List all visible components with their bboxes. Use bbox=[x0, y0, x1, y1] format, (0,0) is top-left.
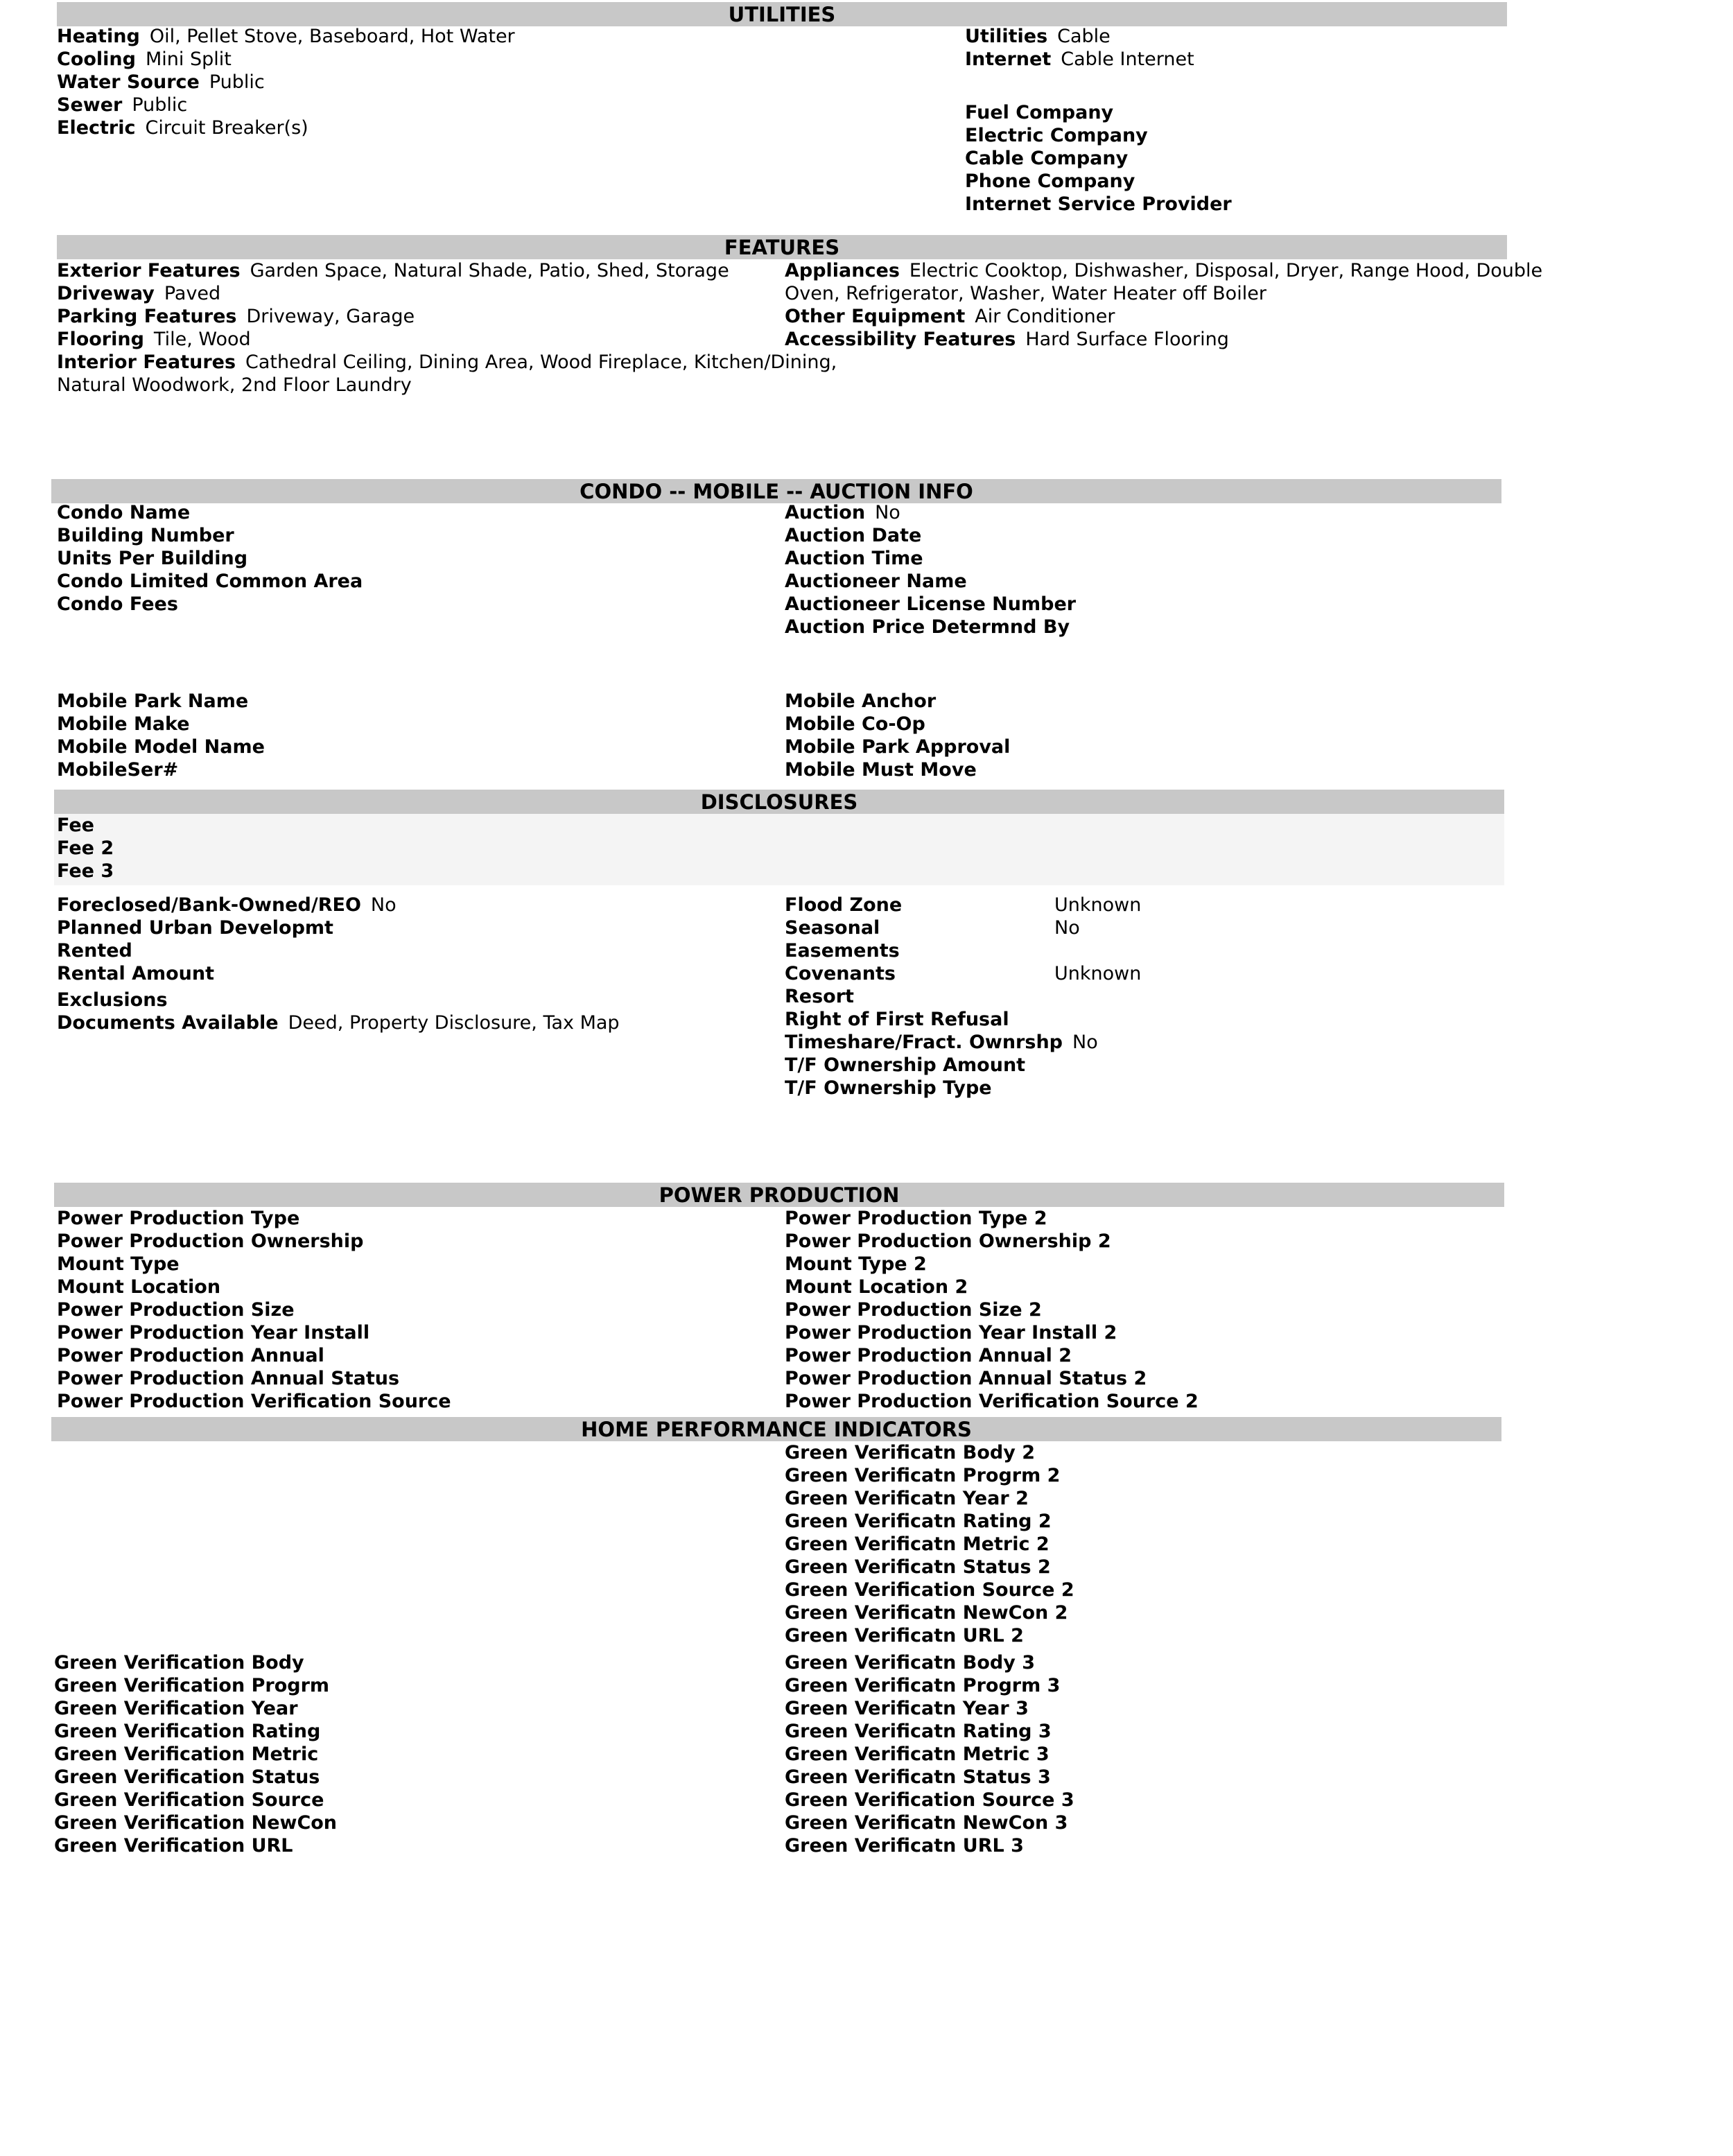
field-row: Utilities Cable bbox=[965, 26, 1111, 47]
field-row: Documents Available Deed, Property Disclosure, Tax Map bbox=[57, 1012, 620, 1034]
field-row: Accessibility Features Hard Surface Flooring bbox=[785, 329, 1229, 350]
field-row: Rented bbox=[57, 940, 132, 962]
field-label: Power Production Ownership bbox=[57, 1231, 364, 1252]
field-label: Green Verification Progrm bbox=[54, 1675, 330, 1696]
field-label: Mobile Park Approval bbox=[785, 736, 1011, 758]
field-row: Internet Cable Internet bbox=[965, 49, 1194, 70]
field-label: Green Verificatn Progrm 3 bbox=[785, 1675, 1061, 1696]
field-label: Condo Name bbox=[57, 502, 191, 523]
field-row: Electric Circuit Breaker(s) bbox=[57, 117, 308, 139]
field-label: Mount Location 2 bbox=[785, 1276, 968, 1298]
home-perf-right-bottom bbox=[785, 1651, 1506, 1857]
field-label: Resort bbox=[785, 986, 854, 1007]
utilities-right-top bbox=[965, 25, 1506, 71]
utilities-left bbox=[57, 25, 958, 139]
field-label: Mobile Co-Op bbox=[785, 713, 925, 735]
field-label: Green Verification Rating bbox=[54, 1721, 321, 1742]
field-label: Internet Service Provider bbox=[965, 193, 1232, 215]
features-left bbox=[57, 259, 837, 397]
field-label: Green Verification Body bbox=[54, 1652, 304, 1673]
field-label: Mobile Must Move bbox=[785, 759, 977, 781]
field-label: Power Production Ownership 2 bbox=[785, 1231, 1111, 1252]
field-label: Power Production Type 2 bbox=[785, 1208, 1047, 1229]
field-label: Condo Limited Common Area bbox=[57, 571, 363, 592]
field-label: Mount Type bbox=[57, 1253, 180, 1275]
field-label: Green Verification NewCon bbox=[54, 1812, 338, 1834]
field-label: Power Production Annual 2 bbox=[785, 1345, 1072, 1366]
power-right bbox=[785, 1207, 1506, 1413]
condo-header: CONDO -- MOBILE -- AUCTION INFO bbox=[51, 479, 1501, 503]
field-label: Green Verificatn Metric 2 bbox=[785, 1533, 1050, 1555]
field-label: Building Number bbox=[57, 525, 234, 546]
field-row: Flooring Tile, Wood bbox=[57, 329, 251, 350]
field-row: Auctioneer License Number bbox=[785, 593, 1077, 615]
home-perf-header: HOME PERFORMANCE INDICATORS bbox=[51, 1417, 1501, 1441]
field-label: Green Verificatn Status 2 bbox=[785, 1556, 1051, 1578]
field-label: Right of First Refusal bbox=[785, 1009, 1009, 1030]
field-row: Auctioneer Name bbox=[785, 571, 967, 592]
field-label: Mobile Model Name bbox=[57, 736, 265, 758]
field-label: Green Verificatn URL 2 bbox=[785, 1625, 1024, 1646]
field-label: Seasonal bbox=[785, 917, 880, 939]
field-row: Parking Features Driveway, Garage bbox=[57, 306, 415, 327]
field-label: Green Verification URL bbox=[54, 1835, 293, 1857]
field-label: Green Verificatn Progrm 2 bbox=[785, 1465, 1061, 1486]
field-label: Power Production Annual Status bbox=[57, 1368, 400, 1389]
field-label: Green Verificatn Body 3 bbox=[785, 1652, 1036, 1673]
field-row: Driveway Paved bbox=[57, 283, 221, 304]
field-label: Fee 2 bbox=[57, 837, 114, 859]
field-row: Water Source Public bbox=[57, 71, 265, 93]
field-row: Interior Features Cathedral Ceiling, Dining Area, Wood Fireplace, Kitchen/Dining, bbox=[57, 351, 837, 373]
field-label: Green Verification Status bbox=[54, 1766, 320, 1788]
field-label: Green Verification Source 3 bbox=[785, 1789, 1074, 1811]
field-label: Power Production Year Install bbox=[57, 1322, 370, 1344]
field-row: Appliances Electric Cooktop, Dishwasher, Disposal, Dryer, Range Hood, Double bbox=[785, 260, 1543, 281]
field-row: Auction Time bbox=[785, 548, 923, 569]
field-label: Green Verification Source 2 bbox=[785, 1579, 1074, 1601]
field-row: Planned Urban Developmt bbox=[57, 917, 333, 939]
field-label: Flood Zone bbox=[785, 894, 903, 916]
field-row: Cooling Mini Split bbox=[57, 49, 232, 70]
disclosures-right-values bbox=[1054, 894, 1498, 985]
home-perf-left-bottom bbox=[54, 1651, 775, 1857]
field-continuation: Oven, Refrigerator, Washer, Water Heater off Boiler bbox=[785, 283, 1266, 304]
field-label: T/F Ownership Type bbox=[785, 1077, 992, 1099]
field-row: Sewer Public bbox=[57, 94, 188, 116]
field-label: Mobile Anchor bbox=[785, 690, 937, 712]
field-label: Mount Location bbox=[57, 1276, 221, 1298]
power-left bbox=[57, 1207, 778, 1413]
field-label: Green Verification Year bbox=[54, 1698, 298, 1719]
home-perf-right-top bbox=[785, 1441, 1506, 1647]
field-row: Auction Price Determnd By bbox=[785, 616, 1070, 638]
field-label: Power Production Verification Source bbox=[57, 1391, 451, 1412]
power-header: POWER PRODUCTION bbox=[54, 1183, 1504, 1207]
disclosures-fees bbox=[57, 814, 778, 883]
field-label: Green Verification Source bbox=[54, 1789, 324, 1811]
field-label: Green Verificatn Metric 3 bbox=[785, 1744, 1050, 1765]
field-row: Timeshare/Fract. Ownrshp No bbox=[785, 1032, 1098, 1053]
field-continuation: Natural Woodwork, 2nd Floor Laundry bbox=[57, 374, 412, 396]
field-label: Mount Type 2 bbox=[785, 1253, 927, 1275]
field-row: Rental Amount bbox=[57, 963, 215, 984]
features-header: FEATURES bbox=[57, 235, 1507, 259]
field-label: Fee 3 bbox=[57, 860, 114, 882]
field-label: Mobile Park Name bbox=[57, 690, 249, 712]
field-label: Electric Company bbox=[965, 125, 1148, 146]
field-label: Green Verificatn Year 2 bbox=[785, 1488, 1029, 1509]
field-row: Exterior Features Garden Space, Natural Shade, Patio, Shed, Storage bbox=[57, 260, 729, 281]
field-label: Fuel Company bbox=[965, 102, 1114, 123]
features-right bbox=[785, 259, 1543, 351]
field-value: No bbox=[1054, 917, 1080, 939]
field-label: Power Production Size bbox=[57, 1299, 295, 1321]
utilities-right-bottom bbox=[965, 101, 1506, 216]
field-value: Unknown bbox=[1054, 963, 1142, 984]
field-label: Green Verificatn Rating 2 bbox=[785, 1511, 1052, 1532]
condo-right-bottom bbox=[785, 690, 1506, 781]
field-label: Cable Company bbox=[965, 148, 1129, 169]
field-label: Green Verificatn URL 3 bbox=[785, 1835, 1024, 1857]
field-row: Other Equipment Air Conditioner bbox=[785, 306, 1115, 327]
field-label: Power Production Type bbox=[57, 1208, 300, 1229]
field-label: Condo Fees bbox=[57, 593, 178, 615]
field-row: Auction No bbox=[785, 502, 900, 523]
field-row: Foreclosed/Bank-Owned/REO No bbox=[57, 894, 397, 916]
field-label: Green Verificatn NewCon 3 bbox=[785, 1812, 1068, 1834]
field-row: Auction Date bbox=[785, 525, 922, 546]
field-label: Easements bbox=[785, 940, 900, 962]
field-label: Green Verificatn Status 3 bbox=[785, 1766, 1051, 1788]
field-label: Power Production Size 2 bbox=[785, 1299, 1042, 1321]
condo-left-bottom bbox=[57, 690, 778, 781]
field-label: T/F Ownership Amount bbox=[785, 1054, 1026, 1076]
field-label: Power Production Annual Status 2 bbox=[785, 1368, 1147, 1389]
condo-left-top bbox=[57, 501, 778, 616]
field-value bbox=[1054, 939, 1498, 962]
field-label: Green Verificatn Year 3 bbox=[785, 1698, 1029, 1719]
field-label: Power Production Annual bbox=[57, 1345, 324, 1366]
field-label: Phone Company bbox=[965, 171, 1135, 192]
condo-right-top bbox=[785, 501, 1506, 638]
field-label: Fee bbox=[57, 815, 94, 836]
disclosures-header: DISCLOSURES bbox=[54, 790, 1504, 814]
field-label: Green Verificatn NewCon 2 bbox=[785, 1602, 1068, 1624]
field-row: Exclusions bbox=[57, 989, 168, 1011]
field-label: Mobile Make bbox=[57, 713, 190, 735]
disclosures-left bbox=[57, 894, 778, 1034]
field-label: Power Production Year Install 2 bbox=[785, 1322, 1117, 1344]
field-label: Green Verificatn Body 2 bbox=[785, 1442, 1036, 1463]
field-label: Green Verification Metric bbox=[54, 1744, 319, 1765]
field-label: Power Production Verification Source 2 bbox=[785, 1391, 1199, 1412]
field-label: Units Per Building bbox=[57, 548, 248, 569]
field-value: Unknown bbox=[1054, 894, 1142, 916]
field-label: Covenants bbox=[785, 963, 896, 984]
field-row: Heating Oil, Pellet Stove, Baseboard, Hot Water bbox=[57, 26, 515, 47]
utilities-header: UTILITIES bbox=[57, 2, 1507, 26]
field-label: Green Verificatn Rating 3 bbox=[785, 1721, 1052, 1742]
field-label: MobileSer# bbox=[57, 759, 179, 781]
